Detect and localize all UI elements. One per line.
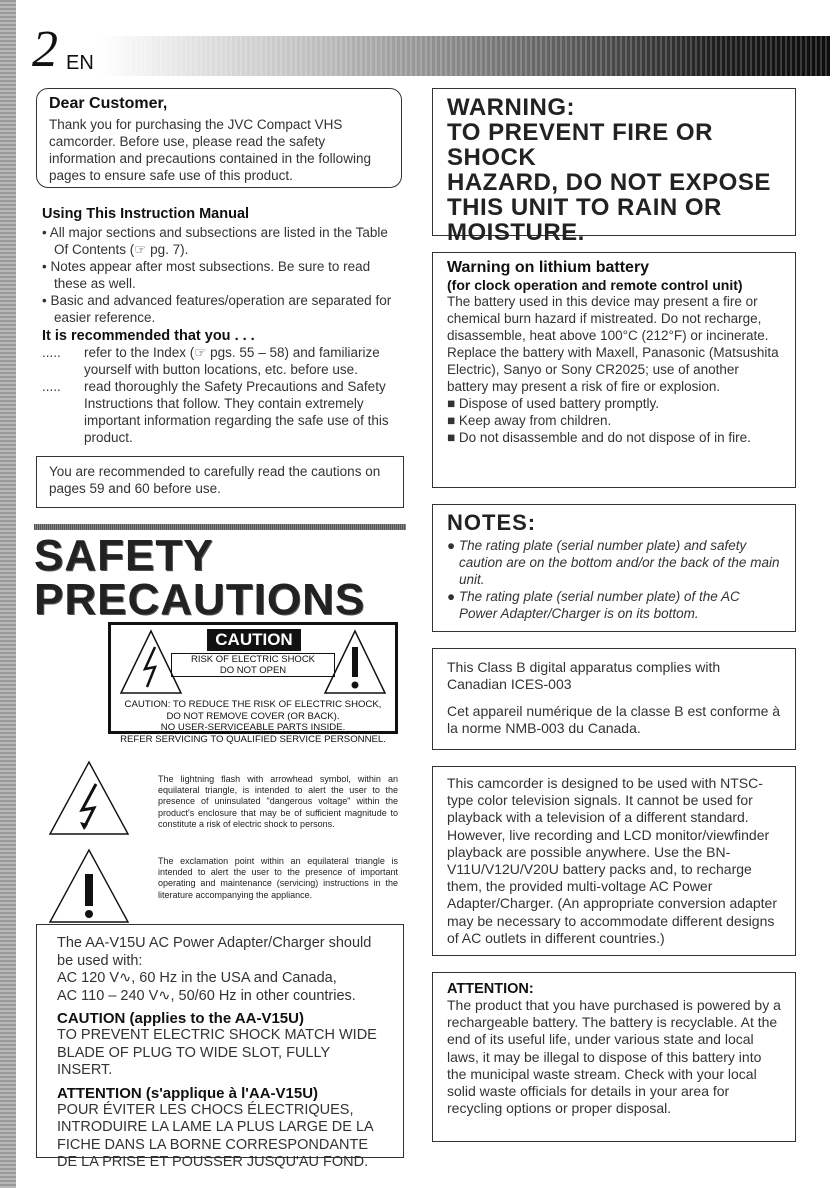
notes-item: ● The rating plate (serial number plate) of the AC Power Adapter/Charger is on its bottom.	[447, 589, 740, 621]
shock-line1: RISK OF ELECTRIC SHOCK	[190, 654, 316, 665]
adapter-caution-heading: CAUTION (applies to the AA-V15U)	[57, 1010, 304, 1027]
lithium-item: ■ Dispose of used battery promptly.	[447, 396, 659, 411]
manual-heading: Using This Instruction Manual	[42, 206, 250, 222]
exclamation-bar-icon	[352, 647, 358, 677]
recommend-dots: .....	[42, 345, 61, 360]
caution-text-line4: REFER SERVICING TO QUALIFIED SERVICE PERSONNEL.	[120, 733, 386, 745]
recommend-cautions-text: You are recommended to carefully read the cautions on pages 59 and 60 before use.	[49, 464, 381, 496]
caution-text-line1: CAUTION: TO REDUCE THE RISK OF ELECTRIC SHOCK,	[124, 699, 382, 710]
recommend-dots: .....	[42, 379, 61, 394]
recommend-heading: It is recommended that you . . .	[42, 328, 255, 344]
manual-section	[42, 206, 404, 446]
recommend-item	[42, 378, 404, 446]
notes-box	[432, 504, 796, 632]
safety-precautions-title	[34, 531, 366, 624]
warning-line4: THIS UNIT TO RAIN OR	[447, 194, 722, 221]
lightning-symbol-icon	[46, 758, 132, 838]
page-header	[22, 18, 830, 82]
caution-text-line3: NO USER-SERVICEABLE PARTS INSIDE.	[160, 722, 346, 733]
recommend-cautions-box	[36, 456, 404, 508]
manual-bullet: • Basic and advanced features/operation are separated for easier reference.	[42, 293, 392, 325]
lithium-subtitle: (for clock operation and remote control unit)	[447, 277, 743, 293]
header-gradient-bar	[100, 36, 830, 76]
warning-line3: HAZARD, DO NOT EXPOSE	[447, 169, 771, 196]
caution-text	[117, 699, 389, 745]
adapter-attention-heading: ATTENTION (s'applique à l'AA-V15U)	[57, 1084, 319, 1102]
class-b-french: Cet appareil numérique de la classe B est conforme à la norme NMB-003 du Canada.	[447, 703, 781, 736]
class-b-box	[432, 648, 796, 750]
attention-title: ATTENTION:	[447, 981, 534, 997]
lithium-title: Warning on lithium battery	[447, 259, 650, 276]
shock-warning-label	[171, 653, 335, 677]
lithium-item: ■ Do not disassemble and do not dispose of in fire.	[447, 430, 751, 445]
ntsc-box	[432, 766, 796, 956]
lightning-symbol-description: The lightning flash with arrowhead symbol, within an equilateral triangle, is intended to alert the user to the presence of uninsulated "dangerous voltage" within the product's enclosure that may be of sufficient magnitude to constitute a risk of electric shock to persons.	[158, 774, 398, 829]
shock-line2: DO NOT OPEN	[219, 665, 287, 676]
dear-customer-box	[36, 88, 402, 188]
lithium-para2: Replace the battery with Maxell, Panasonic (Matsushita Electric), Sanyo or Sony CR2025; use of another battery may present a risk of fire or explosion.	[447, 345, 779, 394]
page-edge-stripe	[0, 0, 16, 1188]
page-number: 2	[32, 21, 58, 78]
exclamation-dot-icon	[352, 682, 359, 689]
caution-label	[108, 622, 398, 745]
safety-title-line1: SAFETY	[34, 531, 214, 580]
lithium-item: ■ Keep away from children.	[447, 413, 612, 428]
adapter-intro: The AA-V15U AC Power Adapter/Charger should be used with:	[57, 935, 372, 969]
section-divider	[34, 524, 406, 530]
adapter-caution-text: TO PREVENT ELECTRIC SHOCK MATCH WIDE BLADE OF PLUG TO WIDE SLOT, FULLY INSERT.	[57, 1027, 377, 1078]
manual-bullet: • All major sections and subsections are listed in the Table Of Contents (☞ pg. 7).	[42, 225, 388, 257]
adapter-other-line: AC 110 – 240 V∿, 50/60 Hz in other countries.	[57, 987, 356, 1004]
dear-customer-title: Dear Customer,	[49, 95, 168, 112]
manual-bullet: • Notes appear after most subsections. Be sure to read these as well.	[42, 259, 371, 291]
adapter-box	[36, 924, 404, 1170]
attention-box	[432, 972, 796, 1142]
recommend-text: read thoroughly the Safety Precautions and Safety Instructions that follow. They contain extremely important information regarding the safe use of this product.	[84, 379, 389, 445]
lithium-battery-box	[432, 252, 796, 488]
ntsc-text: This camcorder is designed to be used with NTSC-type color television signals. It cannot be used for playback with a television of a different standard. However, live recording and LCD monitor/viewfinder playback are possible anywhere. Use the BN-V11U/V12U/V20U battery packs and, to recharge them, the provided multi-voltage AC Power Adapter/Charger. (An appropriate conversion adapter may be necessary to accommodate different designs of AC outlets in different countries.)	[447, 775, 777, 946]
exclamation-symbol-icon	[46, 846, 132, 926]
recommend-text: refer to the Index (☞ pgs. 55 – 58) and familiarize yourself with button locations, etc. before use.	[84, 345, 380, 377]
dear-customer-body: Thank you for purchasing the JVC Compact VHS camcorder. Before use, please read the safety information and precautions contained in the following pages to ensure safe use of this product.	[49, 117, 371, 183]
notes-item: ● The rating plate (serial number plate) and safety caution are on the bottom and/or the back of the main unit.	[447, 538, 780, 587]
lightning-bolt-icon	[145, 647, 155, 687]
notes-title: NOTES:	[447, 510, 537, 535]
language-code: EN	[66, 52, 94, 74]
warning-box	[432, 88, 796, 246]
attention-text: The product that you have purchased is powered by a rechargeable battery. The battery is recyclable. At the end of its useful life, under various state and local laws, it may be illegal to dispose of this battery into the municipal waste stream. Check with your local solid waste officials for details in your area for recycling options or proper disposal.	[447, 997, 781, 1117]
safety-title-line2: PRECAUTIONS	[34, 575, 366, 624]
warning-line1: WARNING:	[447, 94, 575, 121]
warning-line5: MOISTURE.	[447, 219, 585, 246]
exclamation-symbol-description: The exclamation point within an equilateral triangle is intended to alert the user to the presence of important operating and maintenance (servicing) instructions in the literature accompanying the appliance.	[158, 856, 398, 900]
adapter-usa-line: AC 120 V∿, 60 Hz in the USA and Canada,	[57, 970, 337, 986]
adapter-attention-text: POUR ÉVITER LES CHOCS ÉLECTRIQUES, INTRODUIRE LA LAME LA PLUS LARGE DE LA FICHE DANS LA BORNE CORRESPONDANTE DE LA PRISE ET POUSSER JUSQU'AU FOND.	[57, 1101, 373, 1170]
recommend-item	[42, 344, 404, 378]
class-b-english: This Class B digital apparatus complies with Canadian ICES-003	[447, 659, 721, 692]
lithium-para1: The battery used in this device may present a fire or chemical burn hazard if mistreated. Do not recharge, disassemble, heat above 100°C (212°F) or incinerate.	[447, 294, 769, 343]
caution-title: CAUTION	[207, 629, 301, 651]
warning-line2: TO PREVENT FIRE OR SHOCK	[447, 119, 713, 171]
caution-text-line2: DO NOT REMOVE COVER (OR BACK).	[166, 710, 340, 722]
